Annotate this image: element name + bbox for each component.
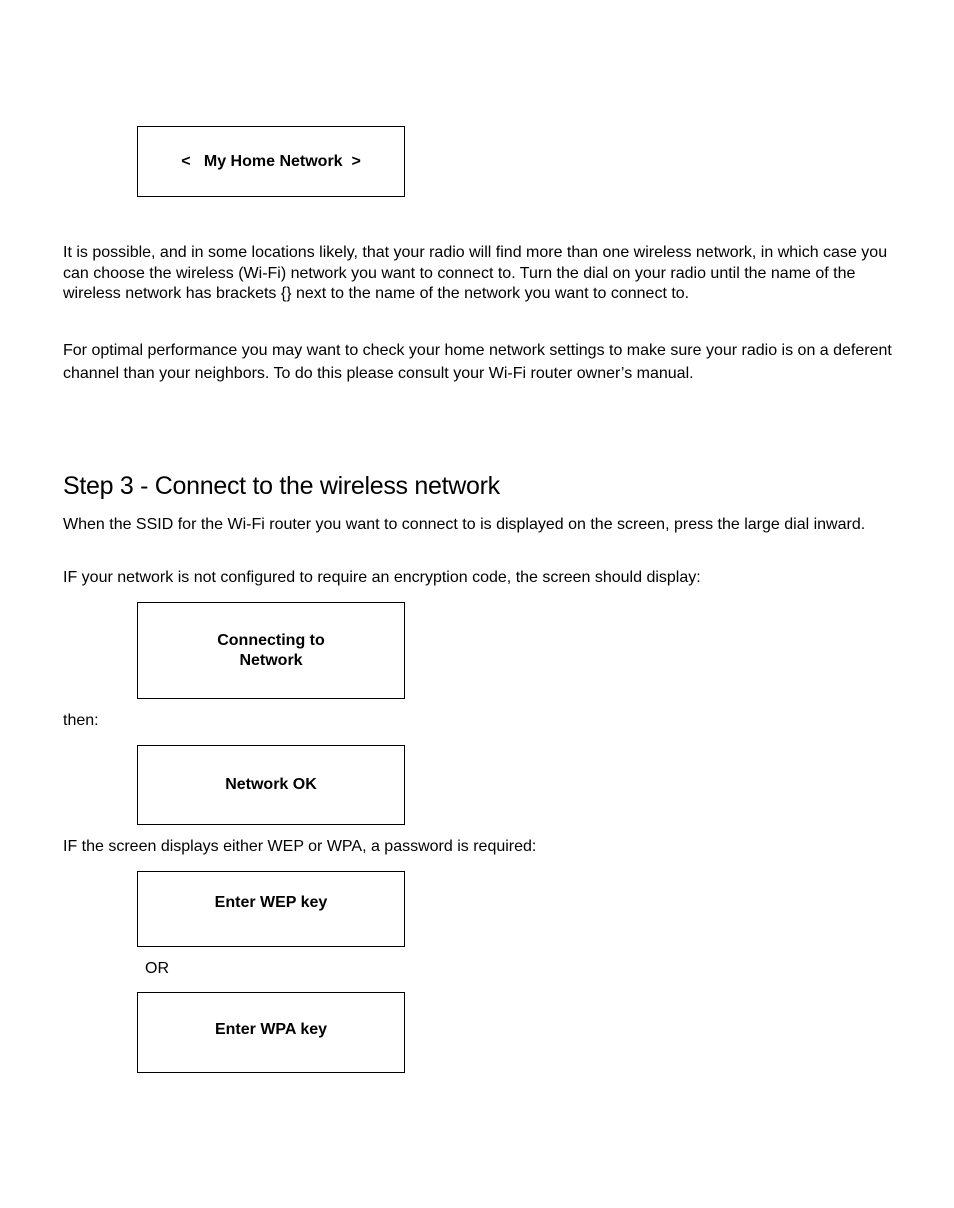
screen-display-connecting <box>137 602 405 699</box>
paragraph-optimal-performance: For optimal performance you may want to check your home network settings to make sure your radio is on a deferent channel than your neighbors. To do this please consult your Wi-Fi router owner’s manual. <box>63 342 892 382</box>
paragraph-multiple-networks: It is possible, and in some locations likely, that your radio will find more than one wireless network, in which case you can choose the wireless (Wi-Fi) network you want to connect to. Turn the dial on your radio until the name of the wireless network has brackets {} next to the name of the network you want to connect to. <box>63 244 888 302</box>
paragraph-ssid-instructions: When the SSID for the Wi-Fi router you want to connect to is displayed on the screen, press the large dial inward. <box>63 516 866 533</box>
screen-text-wpa: Enter WPA key <box>214 1020 328 1038</box>
screen-text-connecting-line2: Network <box>239 651 303 669</box>
screen-display-wep <box>137 871 405 947</box>
screen-text-network-select: < My Home Network > <box>181 152 361 170</box>
screen-display-network-ok <box>137 745 405 825</box>
label-or: OR <box>145 960 169 977</box>
screen-display-wpa <box>137 992 405 1073</box>
screen-text-connecting-line1: Connecting to <box>217 631 325 649</box>
paragraph-no-encryption: IF your network is not configured to require an encryption code, the screen should display: <box>63 569 701 586</box>
paragraph-password-required: IF the screen displays either WEP or WPA, a password is required: <box>63 838 537 855</box>
screen-text-wep: Enter WEP key <box>214 894 328 911</box>
label-then: then: <box>63 712 99 729</box>
screen-text-network-ok: Network OK <box>225 776 317 793</box>
step3-heading: Step 3 - Connect to the wireless network <box>63 472 500 500</box>
screen-display-network-select <box>137 126 405 197</box>
